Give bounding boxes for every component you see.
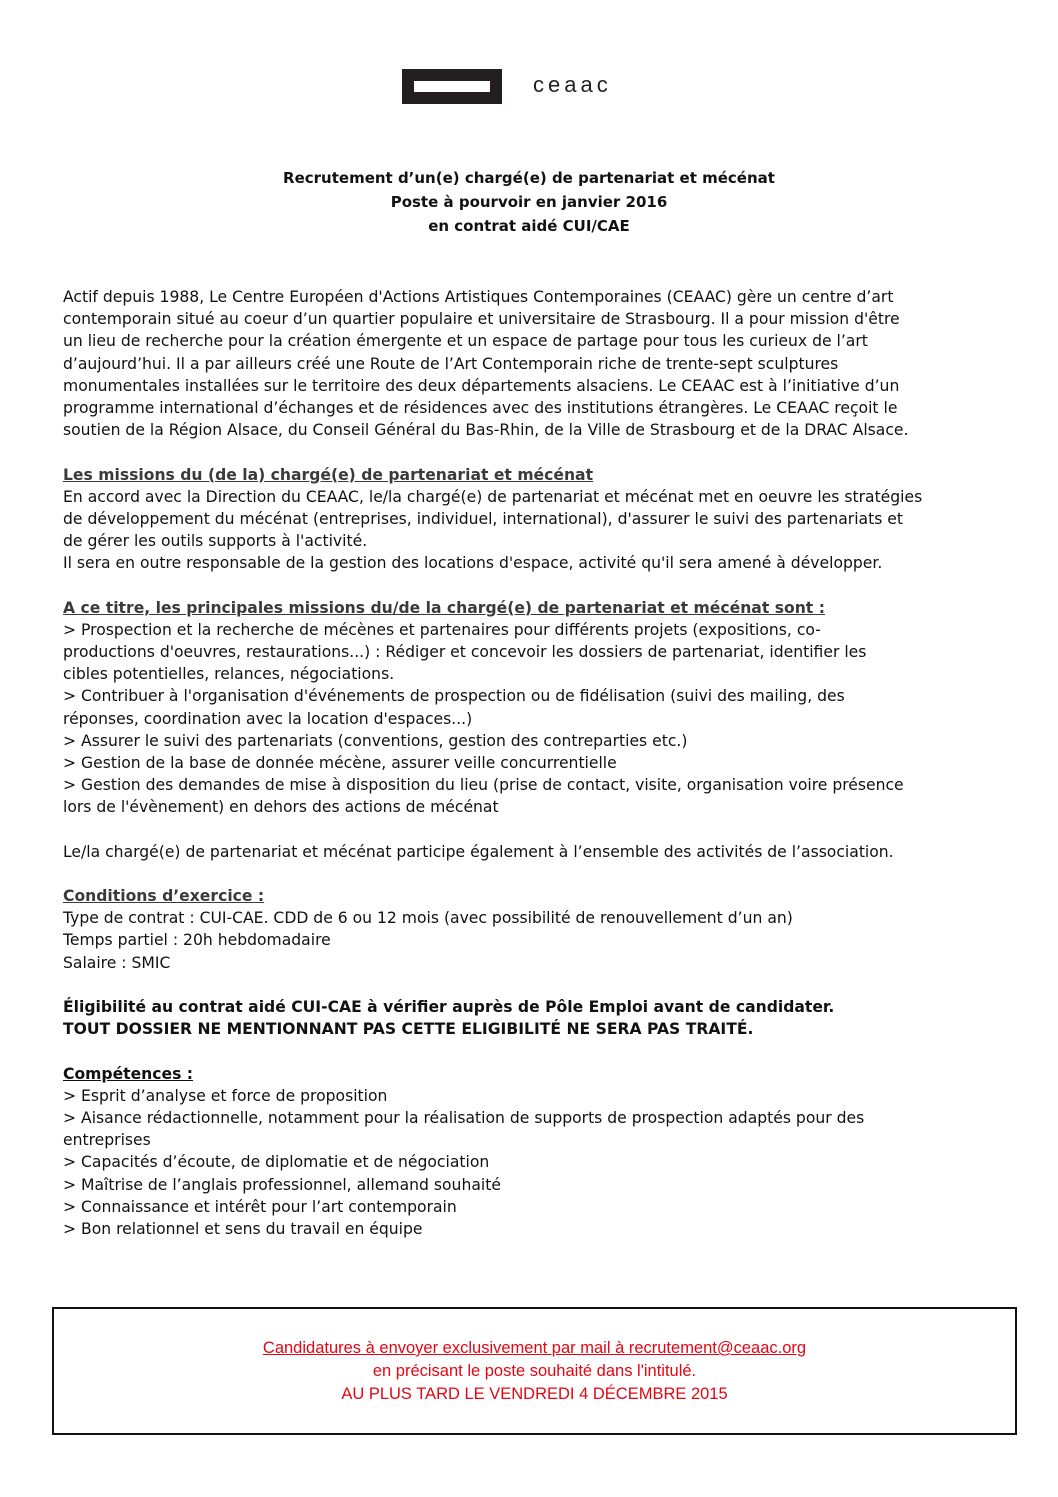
principal-missions-line: > Assurer le suivi des partenariats (conventions, gestion des contreparties etc.) [63,731,688,750]
intro-line: un lieu de recherche pour la création émergente et un espace de partage pour tous les curieux de l’art [63,332,868,351]
missions-section [63,464,983,575]
document-title [0,166,1058,238]
missions-line: de gérer les outils supports à l'activité. [63,532,368,551]
principal-missions-line: > Gestion de la base de donnée mécène, assurer veille concurrentielle [63,753,617,772]
title-line-2: Poste à pourvoir en janvier 2016 [390,193,668,211]
conditions-heading: Conditions d’exercice : [63,887,265,906]
intro-line: soutien de la Région Alsace, du Conseil Général du Bas-Rhin, de la Ville de Strasbourg et de la DRAC Alsace. [63,421,909,440]
intro-line: monumentales installées sur le territoire des deux départements alsaciens. Le CEAAC est à l’initiative d’un [63,376,900,395]
intro-line: contemporain situé au coeur d’un quartier populaire et universitaire de Strasbourg. Il a pour mission d'être [63,310,900,329]
competence-item: entreprises [63,1131,151,1150]
competence-item: > Maîtrise de l’anglais professionnel, allemand souhaité [63,1175,501,1194]
principal-missions-line: > Gestion des demandes de mise à disposition du lieu (prise de contact, visite, organisation voire présence [63,776,904,795]
intro-line: Actif depuis 1988, Le Centre Européen d'Actions Artistiques Contemporaines (CEAAC) gère un centre d’art [63,288,894,306]
conditions-line: Temps partiel : 20h hebdomadaire [63,931,331,950]
missions-line: de développement du mécénat (entreprises, individuel, international), d'assurer le suivi des partenariats et [63,509,904,528]
application-subject-line: en précisant le poste souhaité dans l'intitulé. [372,1362,697,1380]
ceaac-logo-icon [402,69,502,104]
competence-item: > Connaissance et intérêt pour l’art contemporain [63,1197,457,1216]
principal-missions-line: réponses, coordination avec la location d'espaces...) [63,709,473,728]
conditions-line: Type de contrat : CUI-CAE. CDD de 6 ou 12 mois (avec possibilité de renouvellement d’un an) [63,909,793,928]
conditions-section [63,885,983,974]
title-line-3: en contrat aidé CUI/CAE [428,217,630,235]
logo-bar [414,81,490,92]
application-deadline-line: AU PLUS TARD LE VENDREDI 4 DÉCEMBRE 2015 [341,1385,728,1403]
conditions-line: Salaire : SMIC [63,953,171,972]
application-email-line[interactable]: Candidatures à envoyer exclusivement par mail à recrutement@ceaac.org [262,1339,807,1357]
competence-item: > Esprit d’analyse et force de proposition [63,1086,388,1105]
eligibility-notice [63,996,983,1040]
competence-item: > Bon relationnel et sens du travail en équipe [63,1219,423,1238]
application-box [52,1307,1017,1435]
principal-missions-line: lors de l'évènement) en dehors des actions de mécénat [63,798,499,817]
intro-paragraph [63,286,983,441]
principal-missions-line: cibles potentielles, relances, négociations. [63,665,395,684]
title-line-1: Recrutement d’un(e) chargé(e) de partenariat et mécénat [283,169,775,187]
eligibility-line-1: Éligibilité au contrat aidé CUI-CAE à vérifier auprès de Pôle Emploi avant de candidater. [63,998,835,1016]
eligibility-line-2: TOUT DOSSIER NE MENTIONNANT PAS CETTE ELIGIBILITÉ NE SERA PAS TRAITÉ. [63,1020,754,1039]
logo-text: ceaac [533,72,612,97]
intro-line: programme international d’échanges et de résidences avec des institutions étrangères. Le CEAAC reçoit le [63,398,898,417]
missions-line: En accord avec la Direction du CEAAC, le/la chargé(e) de partenariat et mécénat met en oeuvre les stratégies [63,487,923,506]
competences-section [63,1063,983,1241]
principal-missions-line: > Prospection et la recherche de mécènes et partenaires pour différents projets (expositions, co- [63,620,821,639]
missions-heading: Les missions du (de la) chargé(e) de partenariat et mécénat [63,465,594,484]
document-body [63,286,983,1240]
principal-missions-section [63,597,983,819]
principal-missions-heading: A ce titre, les principales missions du/de la chargé(e) de partenariat et mécénat sont : [63,598,825,617]
intro-line: d’aujourd’hui. Il a par ailleurs créé une Route de l’Art Contemporain riche de trente-sept sculptures [63,354,839,373]
competence-item: > Capacités d’écoute, de diplomatie et de négociation [63,1153,490,1172]
participation-paragraph: Le/la chargé(e) de partenariat et mécénat participe également à l’ensemble des activités de l’association. [63,842,894,861]
competence-item: > Aisance rédactionnelle, notamment pour la réalisation de supports de prospection adaptés pour des [63,1108,865,1127]
competences-heading: Compétences : [63,1064,194,1083]
principal-missions-line: > Contribuer à l'organisation d'événements de prospection ou de fidélisation (suivi des mailing, des [63,687,845,706]
missions-line: Il sera en outre responsable de la gestion des locations d'espace, activité qu'il sera amené à développer. [63,554,883,573]
principal-missions-line: productions d'oeuvres, restaurations...) : Rédiger et concevoir les dossiers de partenariat, identifier les [63,643,867,661]
